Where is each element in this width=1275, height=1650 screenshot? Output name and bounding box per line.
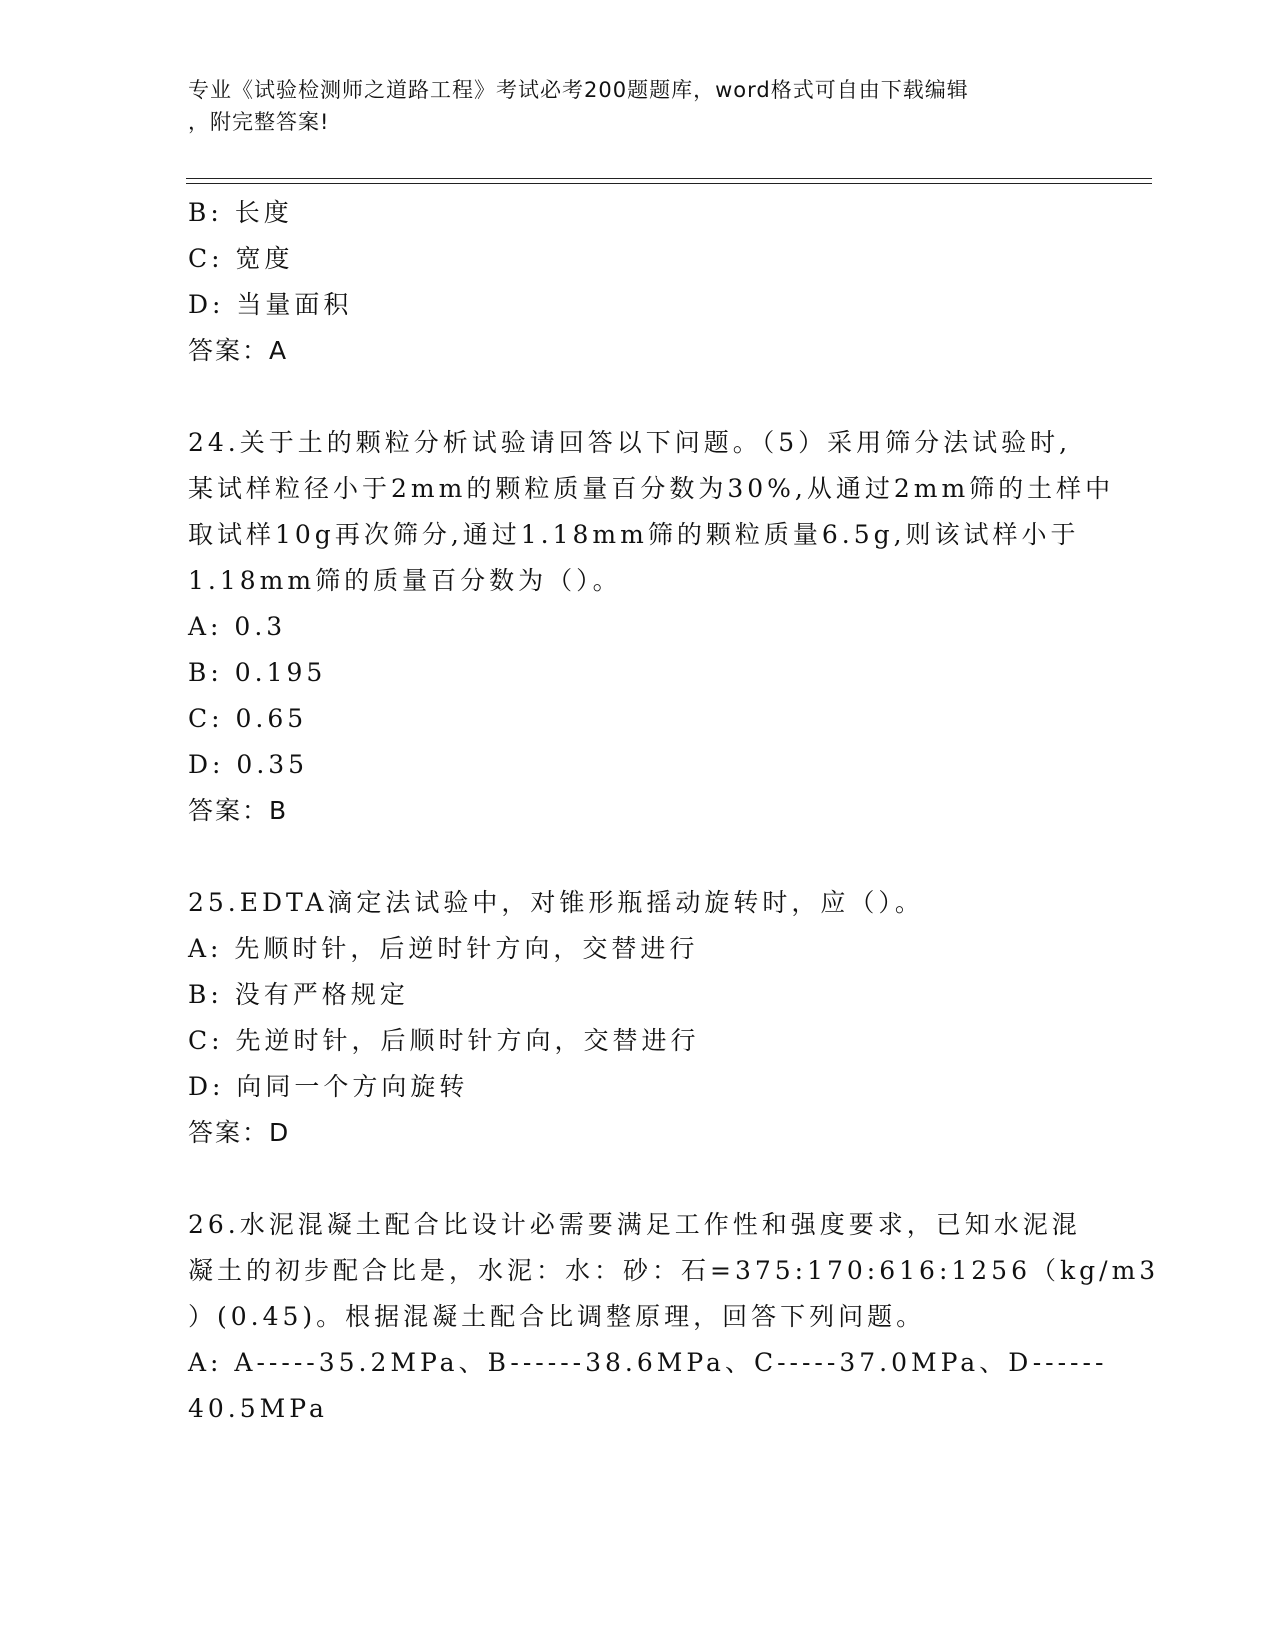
question-26 (188, 1202, 1160, 1432)
option-a: A: 先顺时针，后逆时针方向，交替进行 (188, 934, 699, 963)
question-stem-line: 凝土的初步配合比是，水泥：水：砂：石=375:170:616:1256（kg/m3 (188, 1256, 1160, 1285)
answer-text: 答案：B (188, 796, 289, 825)
header-divider-top (186, 178, 1152, 179)
option-c: C: 先逆时针，后顺时针方向，交替进行 (188, 1026, 700, 1055)
option-a-continued: 40.5MPa (188, 1394, 328, 1423)
header-title-line-1: 专业《试验检测师之道路工程》考试必考200题题库，word格式可自由下载编辑 (188, 78, 969, 102)
header-title-line-2: ，附完整答案! (188, 110, 330, 134)
question-24 (188, 420, 1115, 834)
option-c: C: 0.65 (188, 704, 308, 733)
option-b: B: 长度 (188, 198, 293, 227)
option-d: D: 当量面积 (188, 290, 353, 319)
question-23-tail (188, 190, 1088, 374)
option-a: A: 0.3 (188, 612, 287, 641)
option-d: D: 0.35 (188, 750, 309, 779)
header-divider-bottom (186, 183, 1152, 184)
answer-text: 答案：D (188, 1118, 291, 1147)
question-stem-line: 某试样粒径小于2mm的颗粒质量百分数为30%,从通过2mm筛的土样中 (188, 474, 1115, 503)
spacer (188, 374, 1088, 420)
question-stem-line: 26.水泥混凝土配合比设计必需要满足工作性和强度要求，已知水泥混 (188, 1210, 1081, 1239)
question-stem-line: 取试样10g再次筛分,通过1.18mm筛的颗粒质量6.5g,则该试样小于 (188, 520, 1080, 549)
option-c: C: 宽度 (188, 244, 294, 273)
option-b: B: 0.195 (188, 658, 327, 687)
question-stem-line: ）(0.45)。根据混凝土配合比调整原理，回答下列问题。 (188, 1302, 926, 1331)
question-stem-line: 24.关于土的颗粒分析试验请回答以下问题。（5）采用筛分法试验时, (188, 428, 1072, 457)
question-list (188, 190, 1160, 1432)
answer-text: 答案：A (188, 336, 289, 365)
question-stem-line: 1.18mm筛的质量百分数为（）。 (188, 566, 622, 595)
spacer (188, 1156, 1088, 1202)
option-a: A: A-----35.2MPa、B------38.6MPa、C-----37.0MPa、D------ (188, 1348, 1108, 1377)
option-b: B: 没有严格规定 (188, 980, 409, 1009)
question-stem-line: 25.EDTA滴定法试验中，对锥形瓶摇动旋转时，应（）。 (188, 888, 924, 917)
option-d: D: 向同一个方向旋转 (188, 1072, 469, 1101)
spacer (188, 834, 1088, 880)
question-25 (188, 880, 1088, 1156)
page-header (188, 74, 1068, 138)
